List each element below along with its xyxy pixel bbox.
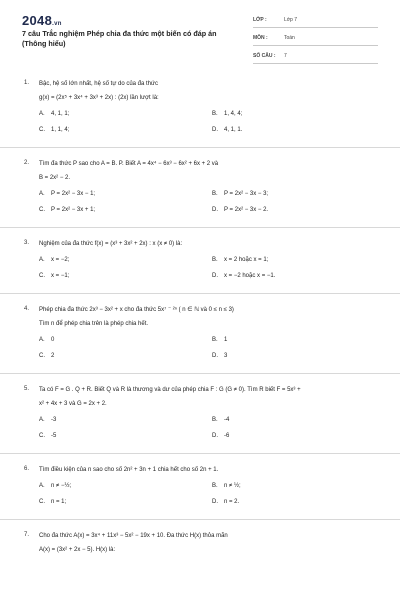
option-letter: B. <box>212 483 218 489</box>
answer-option-c[interactable] <box>39 352 212 361</box>
option-letter: A. <box>39 191 45 197</box>
answer-option-d[interactable] <box>212 272 352 281</box>
answer-option-c[interactable] <box>39 498 212 507</box>
question-text: Tìm đa thức P sao cho A = B. P. Biết A = 4x⁴ − 6x³ − 6x² + 6x + 2 và <box>39 161 219 167</box>
option-text: 1, 4, 4; <box>224 111 243 117</box>
logo-suffix: .vn <box>52 21 62 27</box>
question-number: 1. <box>24 80 30 86</box>
question-number: 7. <box>24 532 30 538</box>
option-letter: C. <box>39 353 45 359</box>
question <box>0 374 400 454</box>
answer-options <box>39 480 400 510</box>
option-text: 1, 1, 4; <box>51 127 70 133</box>
question-text: Tìm điều kiện của n sao cho số 2n² + 3n + 1 chia hết cho số 2n + 1. <box>39 467 219 473</box>
answer-options <box>39 254 400 284</box>
question-text: g(x) = (2x⁵ + 3x⁴ + 3x³ + 2x) : (2x) lần lượt là: <box>39 95 159 101</box>
option-text: -4 <box>224 417 230 423</box>
option-text: 0 <box>51 337 55 343</box>
option-text: 4, 1, 1; <box>51 111 70 117</box>
answer-option-b[interactable] <box>212 190 352 199</box>
answer-option-d[interactable] <box>212 126 352 135</box>
question-text: B = 2x² − 2. <box>39 175 71 181</box>
option-text: n ≠ ½; <box>224 483 241 489</box>
question-number: 5. <box>24 386 30 392</box>
option-text: P = 2x² − 3x − 2. <box>224 207 269 213</box>
option-text: n = 1; <box>51 499 67 505</box>
answer-option-a[interactable] <box>39 482 212 491</box>
option-letter: A. <box>39 417 45 423</box>
option-letter: D. <box>212 273 218 279</box>
answer-option-c[interactable] <box>39 272 212 281</box>
meta-value: Lớp 7 <box>284 17 298 23</box>
option-text: 3 <box>224 353 228 359</box>
option-letter: D. <box>212 127 218 133</box>
option-letter: B. <box>212 111 218 117</box>
answer-option-d[interactable] <box>212 432 352 441</box>
question <box>0 228 400 294</box>
answer-option-c[interactable] <box>39 206 212 215</box>
question-text: Ta có F = G . Q + R. Biết Q và R là thương và dư của phép chia F : G (G ≠ 0). Tìm R biết F = 5x³ + <box>39 387 301 393</box>
question-number: 3. <box>24 240 30 246</box>
question-text: A(x) = (3x² + 2x − 5). H(x) là: <box>39 547 116 553</box>
answer-options <box>39 414 400 444</box>
option-letter: A. <box>39 483 45 489</box>
option-text: x = 2 hoặc x = 1; <box>224 257 269 263</box>
answer-option-a[interactable] <box>39 190 212 199</box>
answer-options <box>39 334 400 364</box>
site-logo[interactable] <box>22 13 62 28</box>
option-text: P = 2x² − 3x − 3; <box>224 191 269 197</box>
meta-row-subject <box>253 32 378 46</box>
answer-option-b[interactable] <box>212 416 352 425</box>
answer-option-a[interactable] <box>39 416 212 425</box>
meta-value: 7 <box>284 53 287 59</box>
question <box>0 66 400 148</box>
answer-option-c[interactable] <box>39 432 212 441</box>
document-title: 7 câu Trắc nghiệm Phép chia đa thức một biến có đáp án (Thông hiểu) <box>22 29 217 48</box>
answer-options <box>39 188 400 218</box>
question-text: x² + 4x + 3 và G = 2x + 2. <box>39 401 107 407</box>
option-letter: D. <box>212 499 218 505</box>
option-letter: C. <box>39 207 45 213</box>
question-number: 2. <box>24 160 30 166</box>
option-text: P = 2x² − 3x − 1; <box>51 191 96 197</box>
answer-options <box>39 108 400 138</box>
option-letter: B. <box>212 191 218 197</box>
option-letter: A. <box>39 257 45 263</box>
option-letter: B. <box>212 337 218 343</box>
option-letter: B. <box>212 417 218 423</box>
question <box>0 454 400 520</box>
question-number: 6. <box>24 466 30 472</box>
option-text: 1 <box>224 337 228 343</box>
option-letter: C. <box>39 433 45 439</box>
question-text: Nghiệm của đa thức f(x) = (x³ + 3x² + 2x) : x (x ≠ 0) là: <box>39 241 183 247</box>
question-text: Cho đa thức A(x) = 3x⁴ + 11x³ − 5x² − 19x + 10. Đa thức H(x) thỏa mãn <box>39 533 228 539</box>
option-text: x = −2 hoặc x = −1. <box>224 273 276 279</box>
answer-option-d[interactable] <box>212 352 352 361</box>
option-text: n = 2. <box>224 499 240 505</box>
option-text: -6 <box>224 433 230 439</box>
option-letter: D. <box>212 353 218 359</box>
question <box>0 294 400 374</box>
option-letter: C. <box>39 499 45 505</box>
option-text: P = 2x² − 3x + 1; <box>51 207 96 213</box>
question-number: 4. <box>24 306 30 312</box>
question <box>0 148 400 228</box>
answer-option-a[interactable] <box>39 256 212 265</box>
answer-option-b[interactable] <box>212 336 352 345</box>
answer-option-b[interactable] <box>212 256 352 265</box>
meta-row-count <box>253 50 378 64</box>
option-letter: D. <box>212 433 218 439</box>
question-text: Tìm n để phép chia trên là phép chia hết. <box>39 321 149 327</box>
question <box>0 520 400 572</box>
question-list <box>0 66 400 600</box>
option-text: n ≠ −½; <box>51 483 72 489</box>
meta-value: Toán <box>284 35 295 41</box>
option-text: x = −1; <box>51 273 70 279</box>
option-text: 4, 1, 1. <box>224 127 243 133</box>
option-text: -3 <box>51 417 57 423</box>
option-letter: A. <box>39 337 45 343</box>
meta-label: LỚP : <box>253 17 267 23</box>
option-letter: D. <box>212 207 218 213</box>
meta-row-class <box>253 14 378 28</box>
question-text: Phép chia đa thức 2x³ − 3x² + x cho đa thức 5x⁷ ⁻ ²ⁿ ( n ∈ ℕ và 0 ≤ n ≤ 3) <box>39 307 234 313</box>
answer-option-d[interactable] <box>212 498 352 507</box>
option-letter: C. <box>39 127 45 133</box>
option-text: x = −2; <box>51 257 70 263</box>
answer-option-d[interactable] <box>212 206 352 215</box>
logo-text: 2048 <box>22 13 53 28</box>
meta-label: MÔN : <box>253 35 268 41</box>
option-letter: B. <box>212 257 218 263</box>
meta-info <box>253 14 378 68</box>
question-text: Bậc, hệ số lớn nhất, hệ số tự do của đa thức <box>39 81 159 87</box>
answer-option-c[interactable] <box>39 126 212 135</box>
answer-option-b[interactable] <box>212 482 352 491</box>
answer-option-b[interactable] <box>212 110 352 119</box>
answer-option-a[interactable] <box>39 336 212 345</box>
meta-label: SỐ CÂU : <box>253 53 276 59</box>
document-header <box>0 0 400 60</box>
option-letter: C. <box>39 273 45 279</box>
answer-option-a[interactable] <box>39 110 212 119</box>
option-letter: A. <box>39 111 45 117</box>
option-text: 2 <box>51 353 55 359</box>
option-text: -5 <box>51 433 57 439</box>
